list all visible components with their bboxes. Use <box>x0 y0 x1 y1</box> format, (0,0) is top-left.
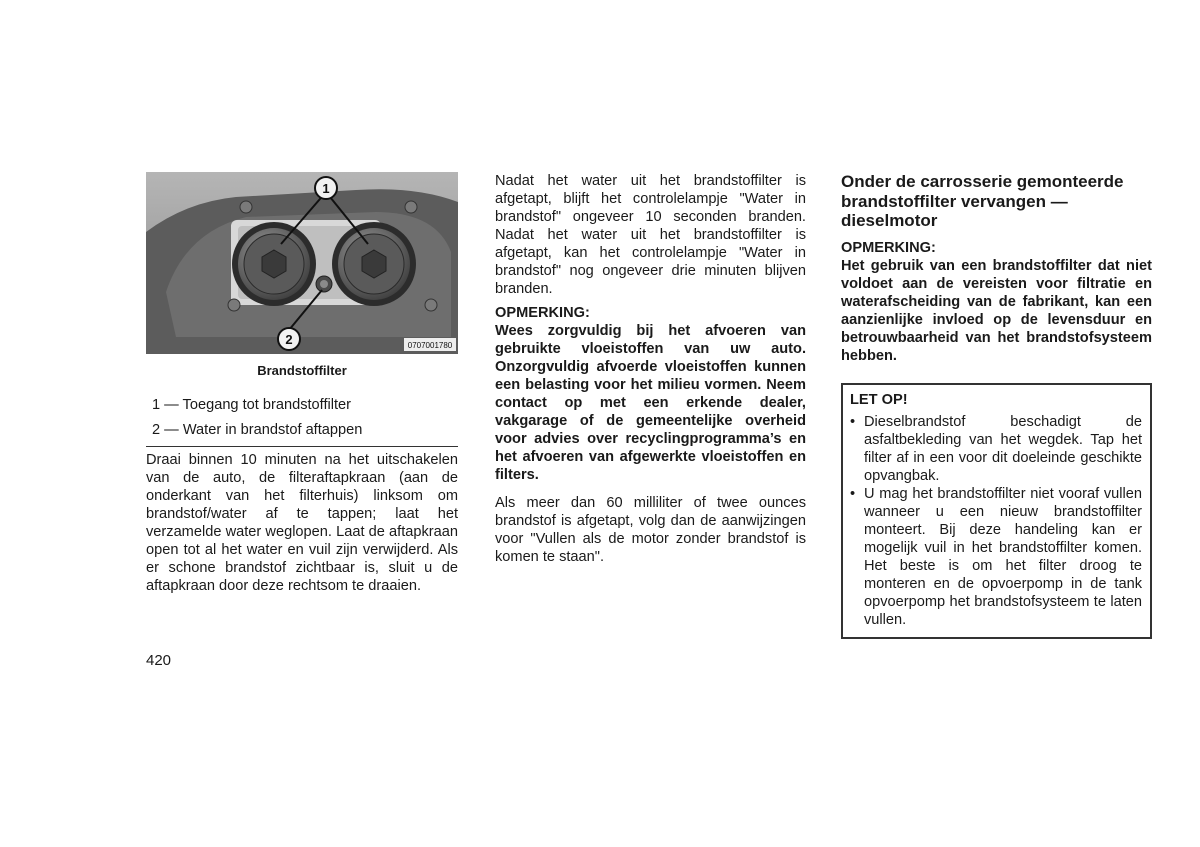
right-column <box>841 172 1152 639</box>
callout-2-label: 2 <box>285 332 293 347</box>
legend-item: 1 — Toegang tot brandstoffilter <box>152 397 352 413</box>
image-code: 0707001780 <box>407 341 453 350</box>
warning-box <box>841 383 1152 639</box>
section-title: Onder de carrosserie gemonteerde brandstoffilter vervangen —dieselmotor <box>841 172 1124 230</box>
left-column <box>146 172 458 595</box>
drain-instructions-paragraph: Draai binnen 10 minuten na het uitschakelen van de auto, de filteraftapkraan (aan de onderkant van het filterhuis) linksom om brandstof/water af te tappen; laat het verzamelde water weglopen. Laat de aftapkraan open tot al het water en vuil zijn verwijderd. Als er schone brandstof zichtbaar is, sluit u de aftapkraan door deze rechtsom te draaien. <box>146 452 458 594</box>
water-indicator-paragraph: Nadat het water uit het brandstoffilter is afgetapt, blijft het controlelampje "Water in brandstof" ongeveer 10 seconden branden. Nadat het water uit het brandstoffilter is afgetapt, kan het controlelampje "Water in brandstof" nog ongeveer drie minuten blijven branden. <box>495 173 806 297</box>
callout-1-label: 1 <box>322 181 330 196</box>
figure-caption: Brandstoffilter <box>257 363 347 378</box>
page-number: 420 <box>146 652 172 669</box>
bullet-icon: • <box>850 413 856 430</box>
note-text: Wees zorgvuldig bij het afvoeren van gebruikte vloeistoffen van uw auto. Onzorgvuldig afvoerde vloeistoffen kunnen een belasting voor het milieu vormen. Neem contact op met een erkende dealer, vakgarage of de gemeentelijke overheid voor advies over recyclingprogramma’s en het afvoeren van afgewerkte vloeistoffen en filters. <box>495 323 806 483</box>
warning-title: LET OP! <box>850 391 908 408</box>
middle-column <box>495 172 806 566</box>
note-text: Het gebruik van een brandstoffilter dat niet voldoet aan de vereisten voor filtratie en waterafscheiding van de fabrikant, kan een aanzienlijke invloed op de levensduur en betrouwbaarheid van het brandstofsysteem hebben. <box>841 257 1152 364</box>
warning-item-text: U mag het brandstoffilter niet vooraf vullen wanneer u een nieuw brandstoffilter monteert. Bij deze handeling kan er mogelijk vuil in het brandstoffilter komen. Het beste is om het filter droog te monteren en de opvoerpomp in de tank opvoerpomp het brandstofsysteem te laten vullen. <box>864 485 1142 628</box>
bullet-icon: • <box>850 485 856 502</box>
fuel-filter-figure <box>146 172 458 354</box>
warning-item <box>850 485 1142 629</box>
legend-item: 2 — Water in brandstof aftappen <box>152 422 363 438</box>
figure-legend <box>146 396 458 439</box>
warning-item <box>850 413 1142 485</box>
note-heading: OPMERKING: <box>841 239 936 256</box>
note-heading: OPMERKING: <box>495 305 590 321</box>
warning-item-text: Dieselbrandstof beschadigt de asfaltbekleding van het wegdek. Tap het filter af in een voor dit doeleinde geschikte opvangbak. <box>864 413 1142 484</box>
fuel-drain-paragraph: Als meer dan 60 milliliter of twee ounces brandstof is afgetapt, volg dan de aanwijzingen voor "Vullen als de motor zonder brandstof is komen te staan". <box>495 495 806 565</box>
fuel-filter-illustration <box>146 172 458 354</box>
divider <box>146 446 458 447</box>
